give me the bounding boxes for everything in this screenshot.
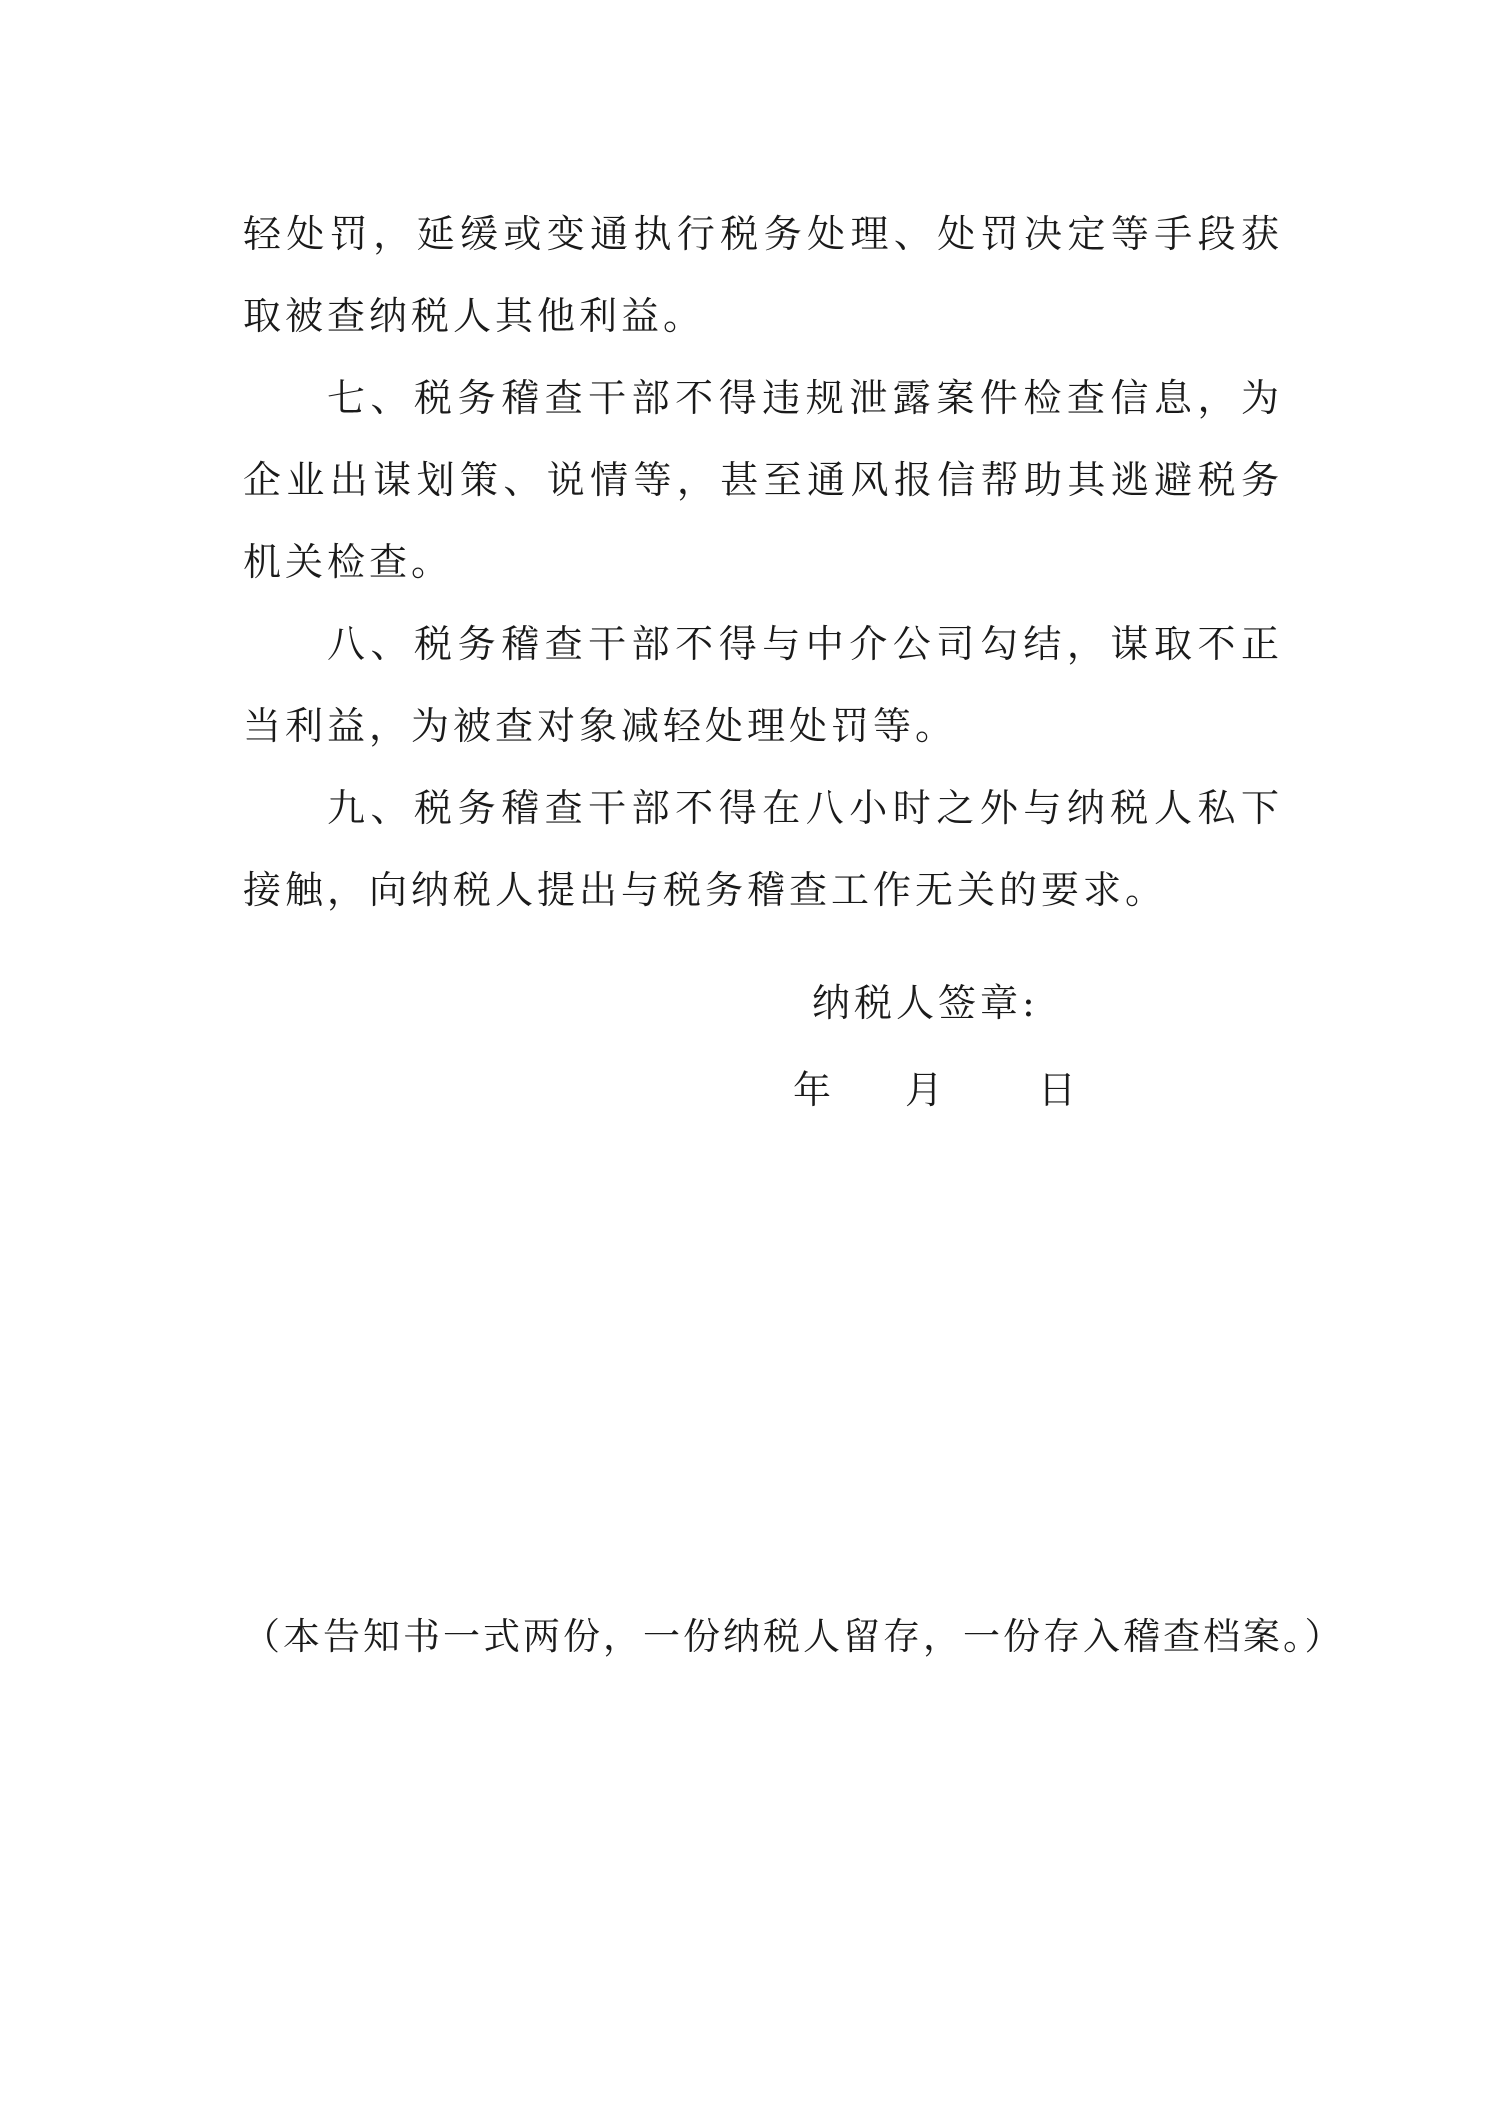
date-day-label: 日	[1038, 1068, 1077, 1112]
taxpayer-signature-label: 纳税人签章:	[812, 981, 1039, 1025]
document-body	[243, 193, 1283, 931]
footnote: （本告知书一式两份，一份纳税人留存，一份存入稽查档案。）	[243, 1615, 1345, 1658]
date-year-label: 年	[793, 1068, 832, 1112]
paragraph-continuation: 轻处罚，延缓或变通执行税务处理、处罚决定等手段获取被查纳税人其他利益。	[243, 212, 1283, 338]
paragraph-item-7: 七、税务稽查干部不得违规泄露案件检查信息，为企业出谋划策、说情等，甚至通风报信帮助其逃避税务机关检查。	[243, 376, 1283, 584]
date-month-label: 月	[905, 1068, 944, 1112]
paragraph-item-8: 八、税务稽查干部不得与中介公司勾结，谋取不正当利益，为被查对象减轻处理处罚等。	[243, 622, 1283, 748]
paragraph-item-9: 九、税务稽查干部不得在八小时之外与纳税人私下接触，向纳税人提出与税务稽查工作无关的要求。	[243, 786, 1283, 912]
